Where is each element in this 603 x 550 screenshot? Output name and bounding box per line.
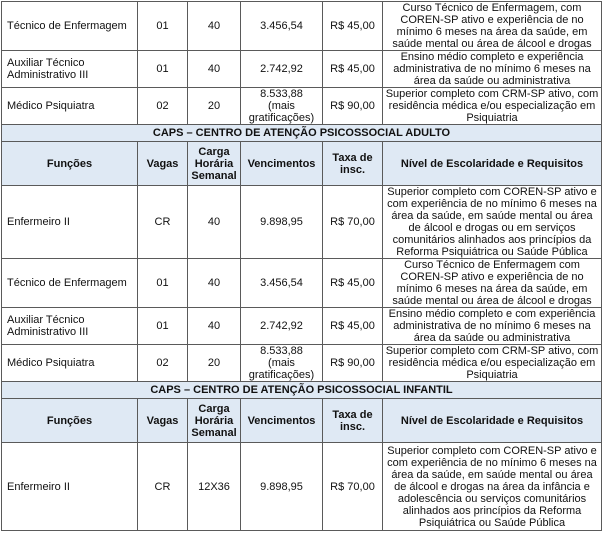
header-carga xyxy=(188,399,241,443)
requisitos-cell: Curso Técnico de Enfermagem com COREN-SP ativo e experiência de no mínimo 6 meses na área da saúde, em saúde mental ou área de álcool e drogas xyxy=(383,259,602,308)
header-taxa xyxy=(323,399,383,443)
vencimentos-cell xyxy=(241,51,323,88)
header-vencimentos: Vencimentos xyxy=(241,142,323,186)
taxa-cell: R$ 45,00 xyxy=(323,259,383,308)
table-row xyxy=(2,308,602,345)
vagas-cell: 01 xyxy=(138,259,188,308)
table-row xyxy=(2,88,602,125)
funcao-cell: Técnico de Enfermagem xyxy=(2,259,138,308)
header-taxa xyxy=(323,142,383,186)
vencimentos-cell xyxy=(241,345,323,382)
vencimentos-cell-line: 3.456,54 xyxy=(260,20,303,32)
vencimentos-cell-line: gratificações) xyxy=(248,112,315,124)
vencimentos-cell xyxy=(241,186,323,259)
header-taxa-line: Taxa de xyxy=(332,151,373,164)
funcao-cell: Auxiliar Técnico Administrativo III xyxy=(2,308,138,345)
header-vencimentos: Vencimentos xyxy=(241,399,323,443)
table-row xyxy=(2,51,602,88)
header-carga-line: Horária xyxy=(194,157,234,170)
funcao-cell: Médico Psiquiatra xyxy=(2,88,138,125)
carga-cell: 40 xyxy=(188,308,241,345)
header-taxa-line: insc. xyxy=(339,163,366,176)
vencimentos-cell-line: gratificações) xyxy=(248,369,315,381)
taxa-cell: R$ 70,00 xyxy=(323,186,383,259)
header-carga xyxy=(188,142,241,186)
taxa-cell: R$ 90,00 xyxy=(323,345,383,382)
table-row xyxy=(2,259,602,308)
vencimentos-cell-line: 2.742,92 xyxy=(260,320,303,332)
header-vagas: Vagas xyxy=(138,142,188,186)
vencimentos-cell-line: 2.742,92 xyxy=(260,63,303,75)
vencimentos-cell xyxy=(241,2,323,51)
taxa-cell: R$ 45,00 xyxy=(323,2,383,51)
requisitos-cell: Superior completo com CRM-SP ativo, com residência médica e/ou especialização em Psiquiatria xyxy=(383,345,602,382)
carga-cell: 20 xyxy=(188,345,241,382)
vencimentos-cell-line: 8.533,88 xyxy=(260,345,303,357)
carga-cell: 12X36 xyxy=(188,443,241,531)
header-carga-line: Semanal xyxy=(191,426,237,439)
taxa-cell: R$ 45,00 xyxy=(323,51,383,88)
taxa-cell: R$ 70,00 xyxy=(323,443,383,531)
requisitos-cell: Superior completo com COREN-SP ativo e com experiência de no mínimo 6 meses na área da saúde, em saúde mental ou área de álcool e drogas ou em serviços comunitários alinhados aos princípios da Reforma Psiquiátrica ou Saúde Pública xyxy=(383,186,602,259)
requisitos-cell: Superior completo com COREN-SP ativo e com experiência de no mínimo 6 meses na área da saúde, em saúde mental ou área de álcool e drogas na área da infância e adolescência ou serviços comunitários alinhados aos princípios da Reforma Psiquiátrica ou Saúde Pública xyxy=(383,443,602,531)
table-row xyxy=(2,443,602,531)
header-row xyxy=(2,399,602,443)
vencimentos-cell xyxy=(241,88,323,125)
vagas-cell: 01 xyxy=(138,51,188,88)
vagas-cell: CR xyxy=(138,443,188,531)
requisitos-cell: Ensino médio completo e experiência administrativa de no mínimo 6 meses na área da saúde ou administrativa xyxy=(383,51,602,88)
vagas-cell: 01 xyxy=(138,308,188,345)
vencimentos-cell-line: (mais xyxy=(268,100,295,112)
requisitos-cell: Ensino médio completo e com experiência administrativa de no mínimo 6 meses na área da saúde ou administrativa xyxy=(383,308,602,345)
carga-cell: 40 xyxy=(188,51,241,88)
vencimentos-cell-line: 9.898,95 xyxy=(260,480,303,493)
header-requisitos: Nível de Escolaridade e Requisitos xyxy=(383,399,602,443)
funcao-cell: Enfermeiro II xyxy=(2,186,138,259)
vagas-cell: 02 xyxy=(138,88,188,125)
funcao-cell: Enfermeiro II xyxy=(2,443,138,531)
header-row xyxy=(2,142,602,186)
section-title: CAPS – CENTRO DE ATENÇÃO PSICOSSOCIAL INFANTIL xyxy=(2,382,602,399)
vencimentos-cell xyxy=(241,308,323,345)
header-carga-line: Carga xyxy=(198,145,230,158)
header-carga-line: Carga xyxy=(198,402,230,415)
carga-cell: 40 xyxy=(188,259,241,308)
section-title: CAPS – CENTRO DE ATENÇÃO PSICOSSOCIAL ADULTO xyxy=(2,125,602,142)
vencimentos-cell-line: 9.898,95 xyxy=(260,216,303,228)
vagas-cell: 02 xyxy=(138,345,188,382)
table-row xyxy=(2,186,602,259)
requisitos-cell: Superior completo com CRM-SP ativo, com residência médica e/ou especialização em Psiquiatria xyxy=(383,88,602,125)
vencimentos-cell-line: (mais xyxy=(268,357,295,369)
header-requisitos: Nível de Escolaridade e Requisitos xyxy=(383,142,602,186)
vencimentos-cell xyxy=(241,443,323,531)
vagas-cell: CR xyxy=(138,186,188,259)
header-carga-line: Horária xyxy=(194,414,234,427)
carga-cell: 40 xyxy=(188,2,241,51)
vacancy-table xyxy=(1,1,602,531)
taxa-cell: R$ 45,00 xyxy=(323,308,383,345)
section-title-row xyxy=(2,125,602,142)
header-carga-line: Semanal xyxy=(191,169,237,182)
carga-cell: 40 xyxy=(188,186,241,259)
taxa-cell: R$ 90,00 xyxy=(323,88,383,125)
header-funcoes: Funções xyxy=(2,399,138,443)
vagas-cell: 01 xyxy=(138,2,188,51)
funcao-cell: Auxiliar Técnico Administrativo III xyxy=(2,51,138,88)
header-vagas: Vagas xyxy=(138,399,188,443)
header-taxa-line: Taxa de xyxy=(332,408,373,421)
carga-cell: 20 xyxy=(188,88,241,125)
vencimentos-cell-line: 3.456,54 xyxy=(260,277,303,289)
vencimentos-cell xyxy=(241,259,323,308)
funcao-cell: Médico Psiquiatra xyxy=(2,345,138,382)
requisitos-cell: Curso Técnico de Enfermagem, com COREN-SP ativo e experiência de no mínimo 6 meses na área da saúde, em saúde mental ou área de álcool e drogas xyxy=(383,2,602,51)
section-title-row xyxy=(2,382,602,399)
table-row xyxy=(2,345,602,382)
vencimentos-cell-line: 8.533,88 xyxy=(260,88,303,100)
header-funcoes: Funções xyxy=(2,142,138,186)
header-taxa-line: insc. xyxy=(339,420,366,433)
funcao-cell: Técnico de Enfermagem xyxy=(2,2,138,51)
table-row xyxy=(2,2,602,51)
